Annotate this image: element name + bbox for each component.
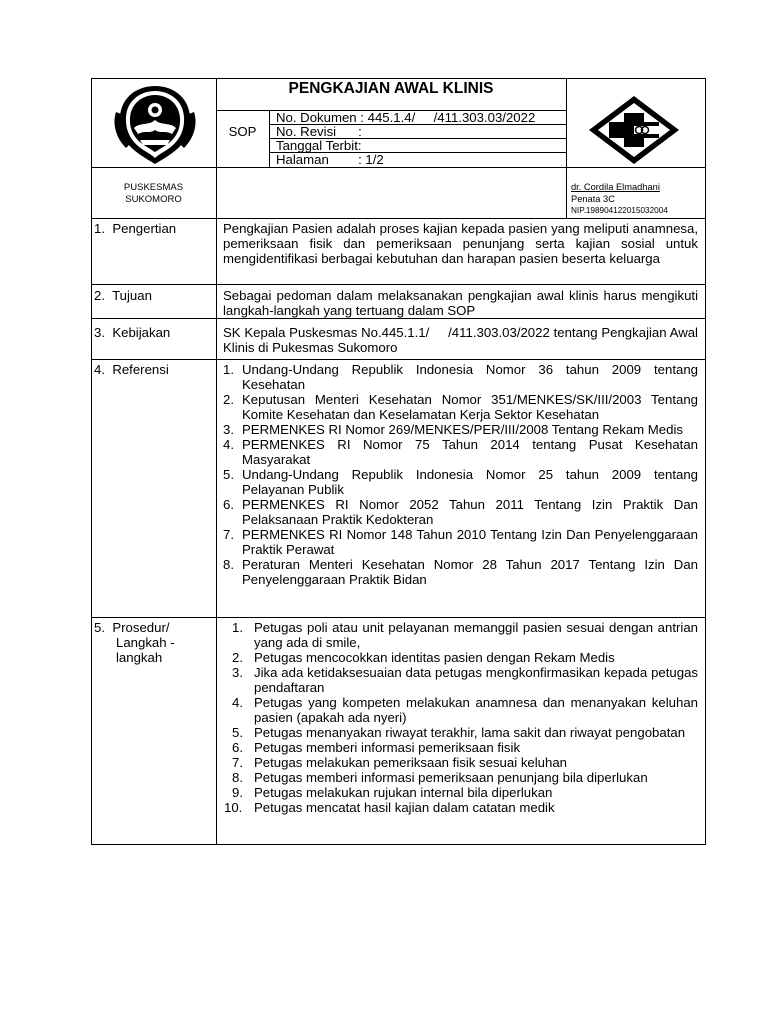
org-name bbox=[91, 182, 216, 205]
list-item: 8. Petugas memberi informasi pemeriksaan penunjang bila diperlukan bbox=[221, 770, 698, 785]
prosedur-label-line-2: Langkah - bbox=[116, 635, 175, 650]
list-item: 9. Petugas melakukan rujukan internal bila diperlukan bbox=[221, 785, 698, 800]
row-line-3 bbox=[91, 359, 706, 360]
prosedur-item-text: Petugas memberi informasi pemeriksaan fisik bbox=[254, 740, 521, 755]
puskesmas-logo bbox=[586, 93, 682, 167]
pengertian-text: Pengkajian Pasien adalah proses kajian kepada pasien yang meliputi anamnesa, pemeriksaan fisik dan pemeriksaan penunjang serta kajian sosial untuk mengidentifikasi berbagai kebutuhan dan harapan pasien beserta keluarga bbox=[223, 221, 698, 266]
sop-label: SOP bbox=[228, 124, 257, 139]
list-item: 3. PERMENKES RI Nomor 269/MENKES/PER/III/2008 Tentang Rekam Medis bbox=[223, 422, 698, 437]
list-item: 2. Keputusan Menteri Kesehatan Nomor 351/MENKES/SK/III/2003 Tentang Komite Kesehatan dan Keselamatan Kerja Sektor Kesehatan bbox=[223, 392, 698, 422]
document-title: PENGKAJIAN AWAL KLINIS bbox=[288, 80, 494, 97]
org-line-2: SUKOMORO bbox=[125, 193, 182, 205]
prosedur-label bbox=[94, 620, 175, 665]
list-item: 6. PERMENKES RI Nomor 2052 Tahun 2011 Tentang Izin Praktik Dan Pelaksanaan Praktik Kedokteran bbox=[223, 497, 698, 527]
regional-emblem-logo bbox=[110, 82, 200, 166]
signatory-rank: Penata 3C bbox=[571, 193, 615, 204]
prosedur-item-text: Petugas mencocokkan identitas pasien dengan Rekam Medis bbox=[254, 650, 615, 665]
tujuan-label: 2. Tujuan bbox=[94, 288, 152, 303]
list-item: 7. PERMENKES RI Nomor 148 Tahun 2010 Tentang Izin Dan Penyelenggaraan Praktik Perawat bbox=[223, 527, 698, 557]
kebijakan-text: SK Kepala Puskesmas No.445.1.1/ /411.303.03/2022 tentang Pengkajian Awal Klinis di Pukesmas Sukomoro bbox=[223, 325, 702, 355]
referensi-item-text: Undang-Undang Republik Indonesia Nomor 25 tahun 2009 tentang Pelayanan Publik bbox=[242, 467, 698, 497]
list-item: 1. Petugas poli atau unit pelayanan memanggil pasien sesuai dengan antrian yang ada di smile, bbox=[232, 620, 698, 650]
list-item: 6. Petugas memberi informasi pemeriksaan fisik bbox=[221, 740, 698, 755]
prosedur-list bbox=[221, 620, 698, 815]
column-divider bbox=[216, 78, 217, 845]
list-item: 2. Petugas mencocokkan identitas pasien dengan Rekam Medis bbox=[221, 650, 698, 665]
row-line-1 bbox=[91, 284, 706, 285]
revision-field: No. Revisi : bbox=[276, 124, 362, 139]
list-item: 8. Peraturan Menteri Kesehatan Nomor 28 Tahun 2017 Tentang Izin Dan Penyelenggaraan Praktik Bidan bbox=[223, 557, 698, 587]
referensi-item-text: Peraturan Menteri Kesehatan Nomor 28 Tahun 2017 Tentang Izin Dan Penyelenggaraan Praktik Bidan bbox=[242, 557, 698, 587]
prosedur-label-line-3: langkah bbox=[116, 650, 163, 665]
list-item: 5. Undang-Undang Republik Indonesia Nomor 25 tahun 2009 tentang Pelayanan Publik bbox=[223, 467, 698, 497]
list-item: 1. Undang-Undang Republik Indonesia Nomor 36 tahun 2009 tentang Kesehatan bbox=[223, 362, 698, 392]
org-line-1: PUSKESMAS bbox=[123, 182, 184, 193]
row-line-4 bbox=[91, 617, 706, 618]
referensi-item-text: Undang-Undang Republik Indonesia Nomor 36 tahun 2009 tentang Kesehatan bbox=[242, 362, 698, 392]
prosedur-item-text: Petugas melakukan pemeriksaan fisik sesuai keluhan bbox=[254, 755, 568, 770]
referensi-label: 4. Referensi bbox=[94, 362, 169, 377]
kebijakan-label: 3. Kebijakan bbox=[94, 325, 171, 340]
row-line-2 bbox=[91, 318, 706, 319]
signatory-nip: NIP.198904122015032004 bbox=[571, 206, 668, 215]
referensi-item-text: PERMENKES RI Nomor 75 Tahun 2014 tentang Pusat Kesehatan Masyarakat bbox=[242, 437, 698, 467]
page-field: Halaman : 1/2 bbox=[276, 152, 384, 167]
prosedur-item-text: Petugas menanyakan riwayat terakhir, lama sakit dan riwayat pengobatan bbox=[254, 725, 686, 740]
table-border-right bbox=[705, 78, 706, 845]
signatory-name: dr. Cordila Elmadhani bbox=[571, 182, 660, 192]
table-border-top bbox=[91, 78, 706, 79]
tujuan-text: Sebagai pedoman dalam melaksanakan pengkajian awal klinis harus mengikuti langkah-langkah yang tertuang dalam SOP bbox=[223, 288, 698, 318]
referensi-item-text: Keputusan Menteri Kesehatan Nomor 351/MENKES/SK/III/2003 Tentang Komite Kesehatan dan Keselamatan Kerja Sektor Kesehatan bbox=[242, 392, 698, 422]
prosedur-item-text: Petugas mencatat hasil kajian dalam catatan medik bbox=[254, 800, 555, 815]
prosedur-item-text: Jika ada ketidaksesuaian data petugas mengkonfirmasikan kepada petugas pendaftaran bbox=[254, 665, 698, 695]
header-right-divider bbox=[566, 78, 567, 218]
referensi-item-text: PERMENKES RI Nomor 148 Tahun 2010 Tentang Izin Dan Penyelenggaraan Praktik Perawat bbox=[242, 527, 698, 557]
prosedur-item-text: Petugas melakukan rujukan internal bila diperlukan bbox=[254, 785, 553, 800]
list-item: 5. Petugas menanyakan riwayat terakhir, lama sakit dan riwayat pengobatan bbox=[221, 725, 698, 740]
referensi-item-text: PERMENKES RI Nomor 269/MENKES/PER/III/2008 Tentang Rekam Medis bbox=[242, 422, 683, 437]
header-bottom-line bbox=[91, 218, 706, 219]
header-mid-line bbox=[91, 167, 706, 168]
doc-number-field: No. Dokumen : 445.1.4/ /411.303.03/2022 bbox=[276, 110, 536, 125]
list-item: 10. Petugas mencatat hasil kajian dalam catatan medik bbox=[221, 800, 698, 815]
prosedur-label-line-1: 5. Prosedur/ bbox=[94, 620, 170, 635]
list-item: 4. Petugas yang kompeten melakukan anamnesa dan menanyakan keluhan pasien (apakah ada nyeri) bbox=[232, 695, 698, 725]
issue-date-field: Tanggal Terbit: bbox=[276, 138, 362, 153]
list-item: 3. Jika ada ketidaksesuaian data petugas mengkonfirmasikan kepada petugas pendaftaran bbox=[232, 665, 698, 695]
prosedur-item-text: Petugas yang kompeten melakukan anamnesa dan menanyakan keluhan pasien (apakah ada nyeri) bbox=[254, 695, 698, 725]
table-border-bottom bbox=[91, 844, 706, 845]
referensi-list bbox=[223, 362, 698, 587]
referensi-item-text: PERMENKES RI Nomor 2052 Tahun 2011 Tentang Izin Praktik Dan Pelaksanaan Praktik Kedokteran bbox=[242, 497, 698, 527]
signatory-block bbox=[571, 182, 705, 217]
prosedur-item-text: Petugas memberi informasi pemeriksaan penunjang bila diperlukan bbox=[254, 770, 648, 785]
prosedur-item-text: Petugas poli atau unit pelayanan memanggil pasien sesuai dengan antrian yang ada di smile, bbox=[254, 620, 698, 650]
list-item: 4. PERMENKES RI Nomor 75 Tahun 2014 tentang Pusat Kesehatan Masyarakat bbox=[223, 437, 698, 467]
list-item: 7. Petugas melakukan pemeriksaan fisik sesuai keluhan bbox=[221, 755, 698, 770]
pengertian-label: 1. Pengertian bbox=[94, 221, 177, 236]
